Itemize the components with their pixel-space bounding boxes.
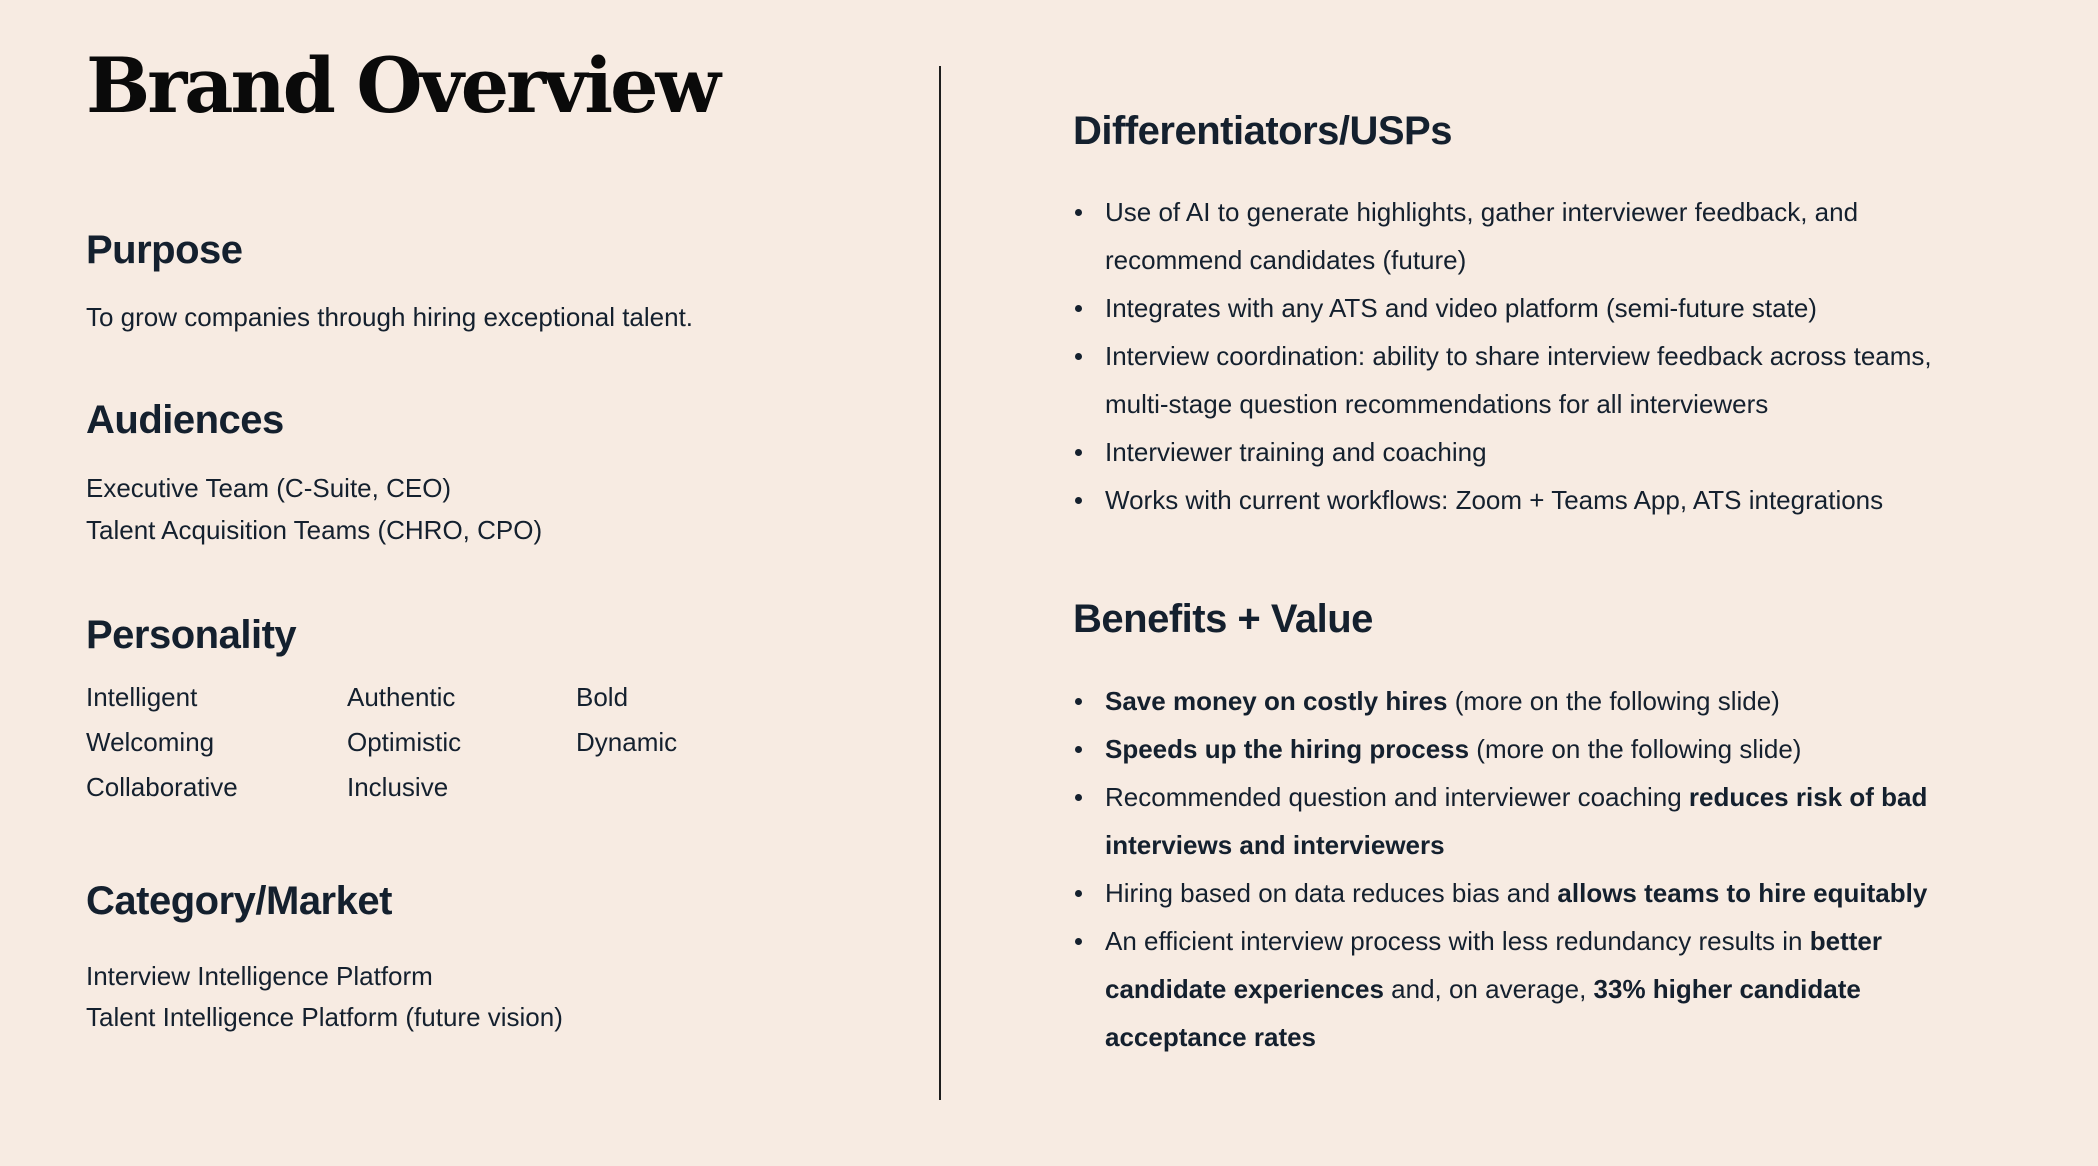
benefit-text: (more on the following slide) <box>1469 734 1802 764</box>
benefit-highlight: 33% higher candidate acceptance rates <box>1105 974 1861 1052</box>
list-item <box>1073 332 1953 428</box>
differentiator-text: Interviewer training and coaching <box>1105 437 1487 467</box>
bullet-icon <box>1075 890 1082 897</box>
personality-trait: Bold <box>576 682 629 712</box>
benefit-text: An efficient interview process with less redundancy results in <box>1105 926 1810 956</box>
bullet-icon <box>1075 449 1082 456</box>
benefit-highlight: Speeds up the hiring process <box>1105 734 1470 764</box>
benefit-highlight: Save money on costly hires <box>1105 686 1448 716</box>
list-item <box>1073 869 1973 917</box>
category-heading: Category/Market <box>86 879 392 923</box>
bullet-icon <box>1075 794 1082 801</box>
bullet-icon <box>1075 497 1082 504</box>
bullet-icon <box>1075 305 1082 312</box>
differentiator-text: Works with current workflows: Zoom + Teams App, ATS integrations <box>1105 485 1884 515</box>
personality-heading: Personality <box>86 613 297 657</box>
list-item <box>1073 677 1973 725</box>
bullet-icon <box>1075 938 1082 945</box>
personality-trait: Authentic <box>347 682 456 712</box>
differentiators-list <box>1073 188 1953 524</box>
personality-trait: Welcoming <box>86 727 215 757</box>
page-title: Brand Overview <box>86 41 718 130</box>
category-item: Talent Intelligence Platform (future vision) <box>86 1002 563 1032</box>
bullet-icon <box>1075 746 1082 753</box>
benefit-text: and, on average, <box>1383 974 1594 1004</box>
bullet-icon <box>1075 209 1082 216</box>
personality-trait: Optimistic <box>347 727 462 757</box>
benefit-highlight: allows teams to hire equitably <box>1557 878 1928 908</box>
list-item <box>1073 725 1973 773</box>
differentiator-text: Use of AI to generate highlights, gather interviewer feedback, and recommend candidates (future) <box>1105 197 1859 275</box>
benefits-heading: Benefits + Value <box>1073 597 1373 641</box>
benefit-text: (more on the following slide) <box>1447 686 1780 716</box>
benefit-highlight: better candidate experiences <box>1105 926 1882 1004</box>
personality-trait: Dynamic <box>576 727 678 757</box>
list-item <box>1073 188 1953 284</box>
category-item: Interview Intelligence Platform <box>86 961 433 991</box>
list-item <box>1073 773 1973 869</box>
audience-item: Talent Acquisition Teams (CHRO, CPO) <box>86 515 543 545</box>
purpose-heading: Purpose <box>86 228 243 272</box>
differentiator-text: Interview coordination: ability to share interview feedback across teams, multi-stage question recommendations for all interviewers <box>1105 341 1932 419</box>
personality-trait: Inclusive <box>347 772 449 802</box>
benefits-list <box>1073 677 1973 1061</box>
purpose-text: To grow companies through hiring exceptional talent. <box>86 302 694 332</box>
bullet-icon <box>1075 698 1082 705</box>
bullet-icon <box>1075 353 1082 360</box>
benefit-text: Recommended question and interviewer coaching <box>1105 782 1689 812</box>
personality-traits-grid <box>86 676 786 816</box>
list-item <box>1073 284 1953 332</box>
differentiator-text: Integrates with any ATS and video platform (semi-future state) <box>1105 293 1817 323</box>
list-item <box>1073 917 1973 1061</box>
list-item <box>1073 428 1953 476</box>
personality-trait: Intelligent <box>86 682 198 712</box>
benefit-highlight: reduces risk of bad interviews and interviewers <box>1105 782 1928 860</box>
audience-item: Executive Team (C-Suite, CEO) <box>86 473 452 503</box>
vertical-divider <box>939 66 941 1100</box>
audiences-heading: Audiences <box>86 398 284 442</box>
benefit-text: Hiring based on data reduces bias and <box>1105 878 1558 908</box>
personality-trait: Collaborative <box>86 772 238 802</box>
list-item <box>1073 476 1953 524</box>
differentiators-heading: Differentiators/USPs <box>1073 109 1452 153</box>
